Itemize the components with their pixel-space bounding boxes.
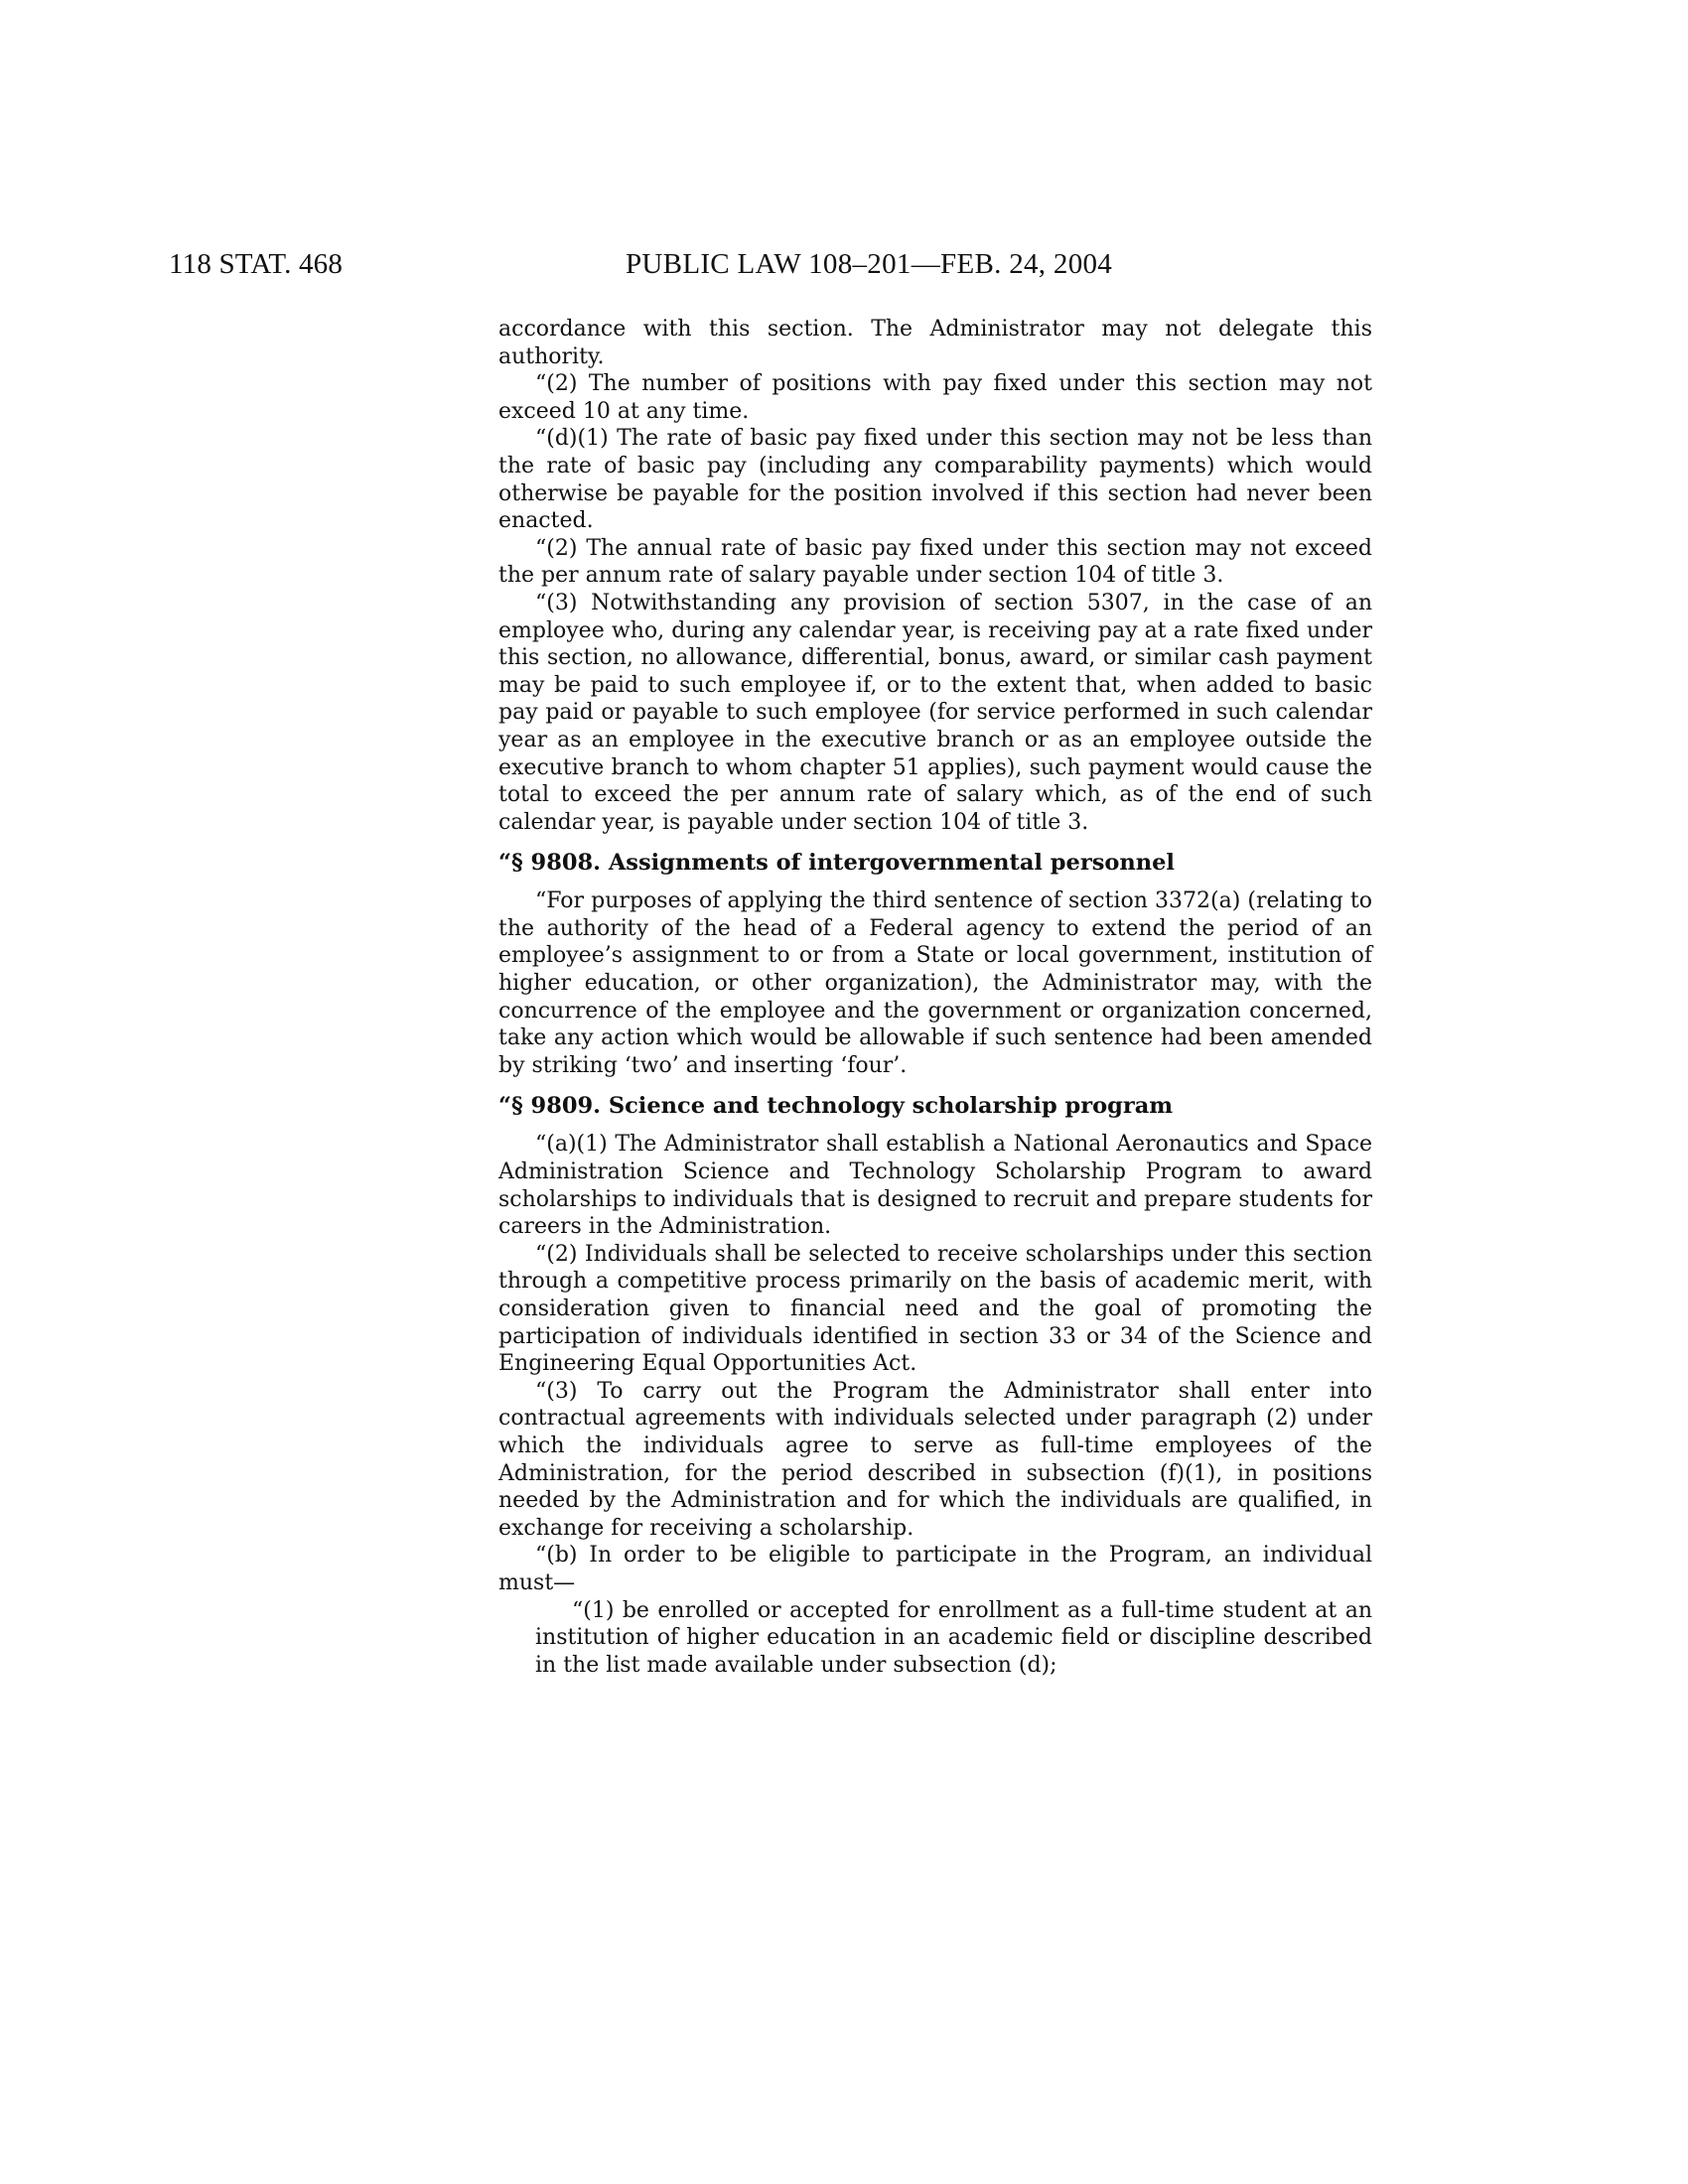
statute-reference: 118 STAT. 468 bbox=[169, 248, 344, 280]
paragraph-9808: “For purposes of applying the third sentence of section 3372(a) (relating to the authority of the head of a Federal agency to extend the period of an employee’s assignment to or from a State or local government, institution of higher education, or other organization), the Administrator may, with the concurrence of the employee and the government or organization concerned, take any action which would be allowable if such sentence had been amended by striking ‘two’ and inserting ‘four’. bbox=[498, 888, 1372, 1078]
subparagraph-b1: “(1) be enrolled or accepted for enrollment as a full-time student at an institution of higher education in an academic field or discipline described in the list made available under subsection (d); bbox=[535, 1597, 1372, 1678]
page-header bbox=[0, 248, 1688, 288]
section-heading-9808: “§ 9808. Assignments of intergovernmental personnel bbox=[498, 850, 1175, 877]
paragraph-c2: “(2) The number of positions with pay fixed under this section may not exceed 10 at any time. bbox=[498, 371, 1372, 424]
section-heading-9809: “§ 9809. Science and technology scholarship program bbox=[498, 1093, 1174, 1120]
paragraph-a2: “(2) Individuals shall be selected to receive scholarships under this section through a competitive process primarily on the basis of academic merit, with consideration given to financial need and the goal of promoting the participation of individuals identified in section 33 or 34 of the Science and Engineering Equal Opportunities Act. bbox=[498, 1241, 1372, 1377]
paragraph-a3: “(3) To carry out the Program the Administrator shall enter into contractual agreements with individuals selected under paragraph (2) under which the individuals agree to serve as full-time employees of the Administration, for the period described in subsection (f)(1), in positions needed by the Administration and for which the individuals are qualified, in exchange for receiving a scholarship. bbox=[498, 1378, 1372, 1541]
paragraph-d2: “(2) The annual rate of basic pay fixed under this section may not exceed the per annum rate of salary payable under section 104 of title 3. bbox=[498, 535, 1372, 589]
paragraph-b: “(b) In order to be eligible to participate in the Program, an individual must— bbox=[498, 1543, 1372, 1595]
public-law-title: PUBLIC LAW 108–201—FEB. 24, 2004 bbox=[626, 248, 1113, 280]
paragraph-d3: “(3) Notwithstanding any provision of section 5307, in the case of an employee who, during any calendar year, is receiving pay at a rate fixed under this section, no allowance, differential, bonus, award, or similar cash payment may be paid to such employee if, or to the extent that, when added to basic pay paid or payable to such employee (for service performed in such calendar year as an employee in the executive branch or as an employee outside the executive branch to whom chapter 51 applies), such payment would cause the total to exceed the per annum rate of salary which, as of the end of such calendar year, is payable under section 104 of title 3. bbox=[498, 590, 1372, 835]
paragraph-a1: “(a)(1) The Administrator shall establish a National Aeronautics and Space Administration Science and Technology Scholarship Program to award scholarships to individuals that is designed to recruit and prepare students for careers in the Administration. bbox=[498, 1132, 1372, 1240]
body-text bbox=[498, 316, 1372, 1679]
paragraph-d1: “(d)(1) The rate of basic pay fixed under this section may not be less than the rate of basic pay (including any comparability payments) which would otherwise be payable for the position involved if this section had never been enacted. bbox=[498, 426, 1372, 534]
paragraph-continuation: accordance with this section. The Administrator may not delegate this authority. bbox=[498, 317, 1372, 369]
